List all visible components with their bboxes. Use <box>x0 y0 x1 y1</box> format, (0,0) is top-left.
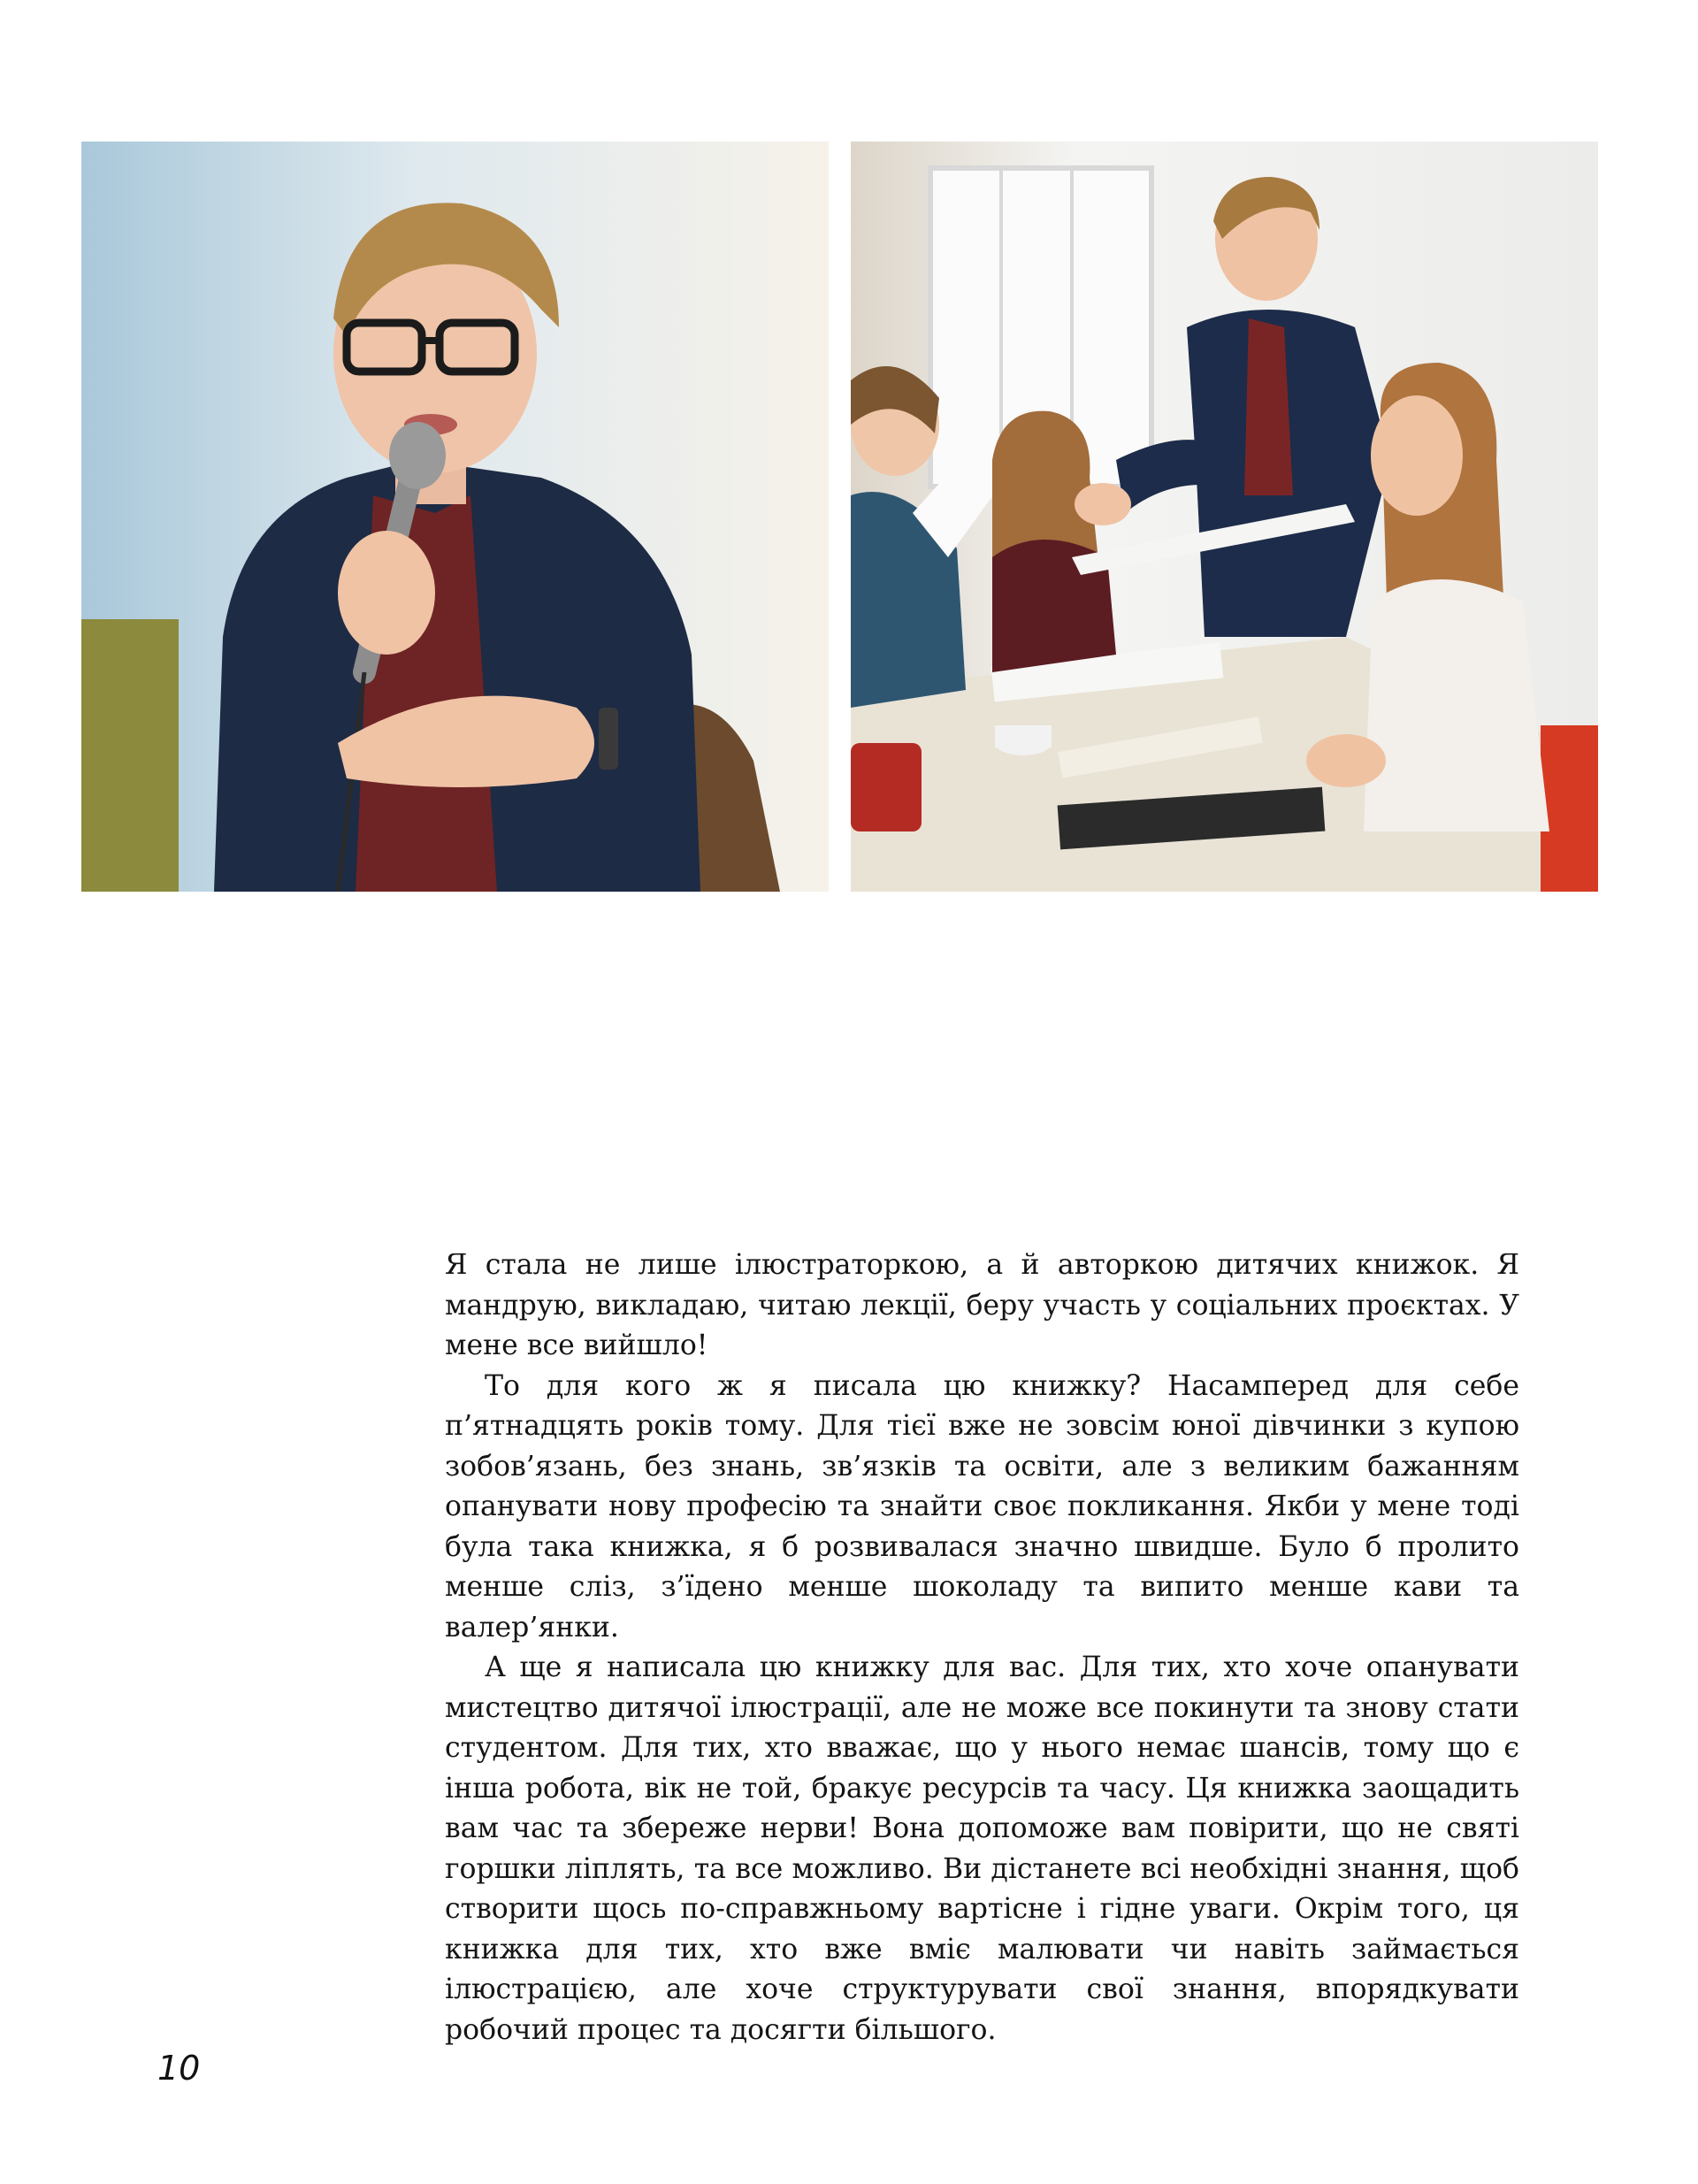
paragraph-2: То для кого ж я писала цю книжку? Насамперед для себе п’ятнадцять років тому. Для тієї вже не зовсім юної дівчинки з купою зобов’язань, без знань, зв’язків та освіти, але з великим бажанням опанувати нову професію та знайти своє покликання. Якби у мене тоді була така книжка, я б розвивалася значно швидше. Було б пролито менше сліз, з’їдено менше шоколаду та випито менше кави та валер’янки. <box>445 1369 1519 1644</box>
page-number: 10 <box>157 2049 201 2088</box>
paragraph-3: А ще я написала цю книжку для вас. Для тих, хто хоче опанувати мистецтво дитячої ілюстрації, але не може все покинути та знову стати студентом. Для тих, хто вважає, що у нього немає шансів, тому що є інша робота, вік не той, бракує ресурсів та часу. Ця книжка заощадить вам час та збереже нерви! Вона допоможе вам повірити, що не святі горшки ліплять, та все можливо. Ви дістанете всі необхідні знання, щоб створити щось по-справжньому вартісне і гідне уваги. Окрім того, ця книжка для тих, хто вже вміє малювати чи навіть займається ілюстрацією, але хоче структурувати свої знання, впорядкувати робочий процес та досягти більшого. <box>445 1651 1519 2046</box>
paragraph-1: Я стала не лише ілюстраторкою, а й авторкою дитячих книжок. Я мандрую, викладаю, читаю лекції, беру участь у соціальних проєктах. У мене все вийшло! <box>445 1249 1519 1361</box>
body-text <box>445 1245 1519 2050</box>
photo-workshop <box>851 142 1598 892</box>
workshop-photo-illustration <box>851 142 1598 892</box>
photo-speaker <box>81 142 829 892</box>
speaker-photo-illustration <box>81 142 829 892</box>
